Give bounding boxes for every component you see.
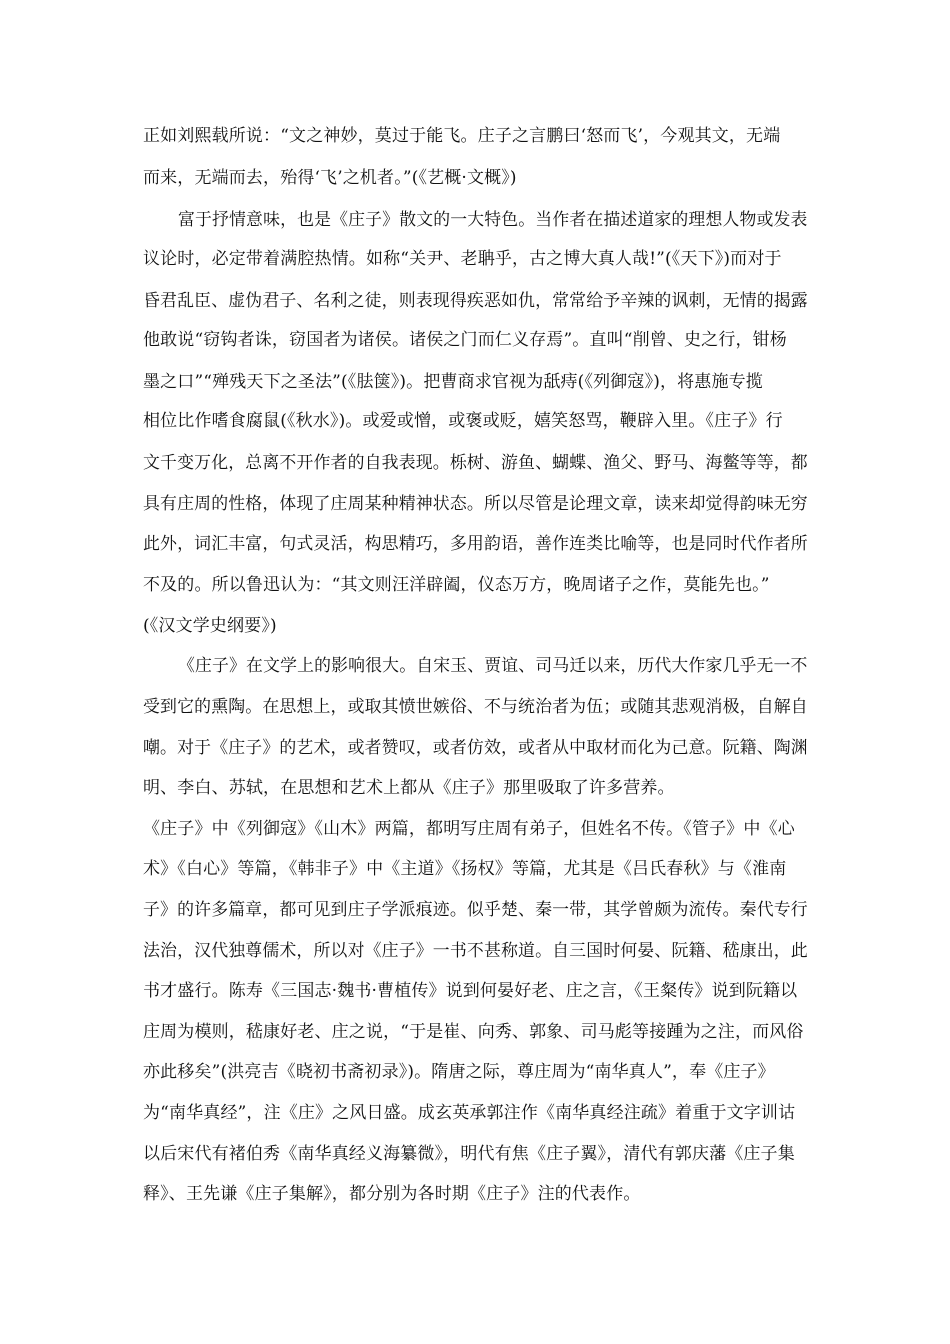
- text-line: 此外，词汇丰富，句式灵活，构思精巧，多用韵语，善作连类比喻等，也是同时代作者所: [143, 534, 808, 554]
- text-line: 庄周为模则，嵇康好老、庄之说，“于是崔、向秀、郭象、司马彪等接踵为之注，而风俗: [143, 1022, 804, 1042]
- text-line: 明、李白、苏轼，在思想和艺术上都从《庄子》那里吸取了许多营养。: [143, 778, 675, 798]
- text-line: 释》、王先谦《庄子集解》，都分别为各时期《庄子》注的代表作。: [143, 1184, 641, 1204]
- text-line: 昏君乱臣、虚伪君子、名利之徒，则表现得疾恶如仇，常常给予辛辣的讽刺，无情的揭露: [143, 291, 808, 311]
- text-line: (《汉文学史纲要》): [143, 616, 277, 636]
- text-line: 不及的。所以鲁迅认为：“其文则汪洋辟阖，仪态万方，晚周诸子之作，莫能先也。”: [143, 575, 770, 595]
- text-line: 而来，无端而去，殆得‘飞’之机者。”(《艺概·文概》): [143, 168, 517, 188]
- text-line: 以后宋代有褚伯秀《南华真经义海纂微》，明代有焦《庄子翼》，清代有郭庆藩《庄子集: [143, 1144, 795, 1164]
- text-line: 富于抒情意味，也是《庄子》散文的一大特色。当作者在描述道家的理想人物或发表: [178, 210, 808, 230]
- text-line: 子》的许多篇章，都可见到庄子学派痕迹。似乎楚、秦一带，其学曾颇为流传。秦代专行: [143, 900, 808, 920]
- text-line: 他敢说“窃钩者诛，窃国者为诸侯。诸侯之门而仁义存焉”。直叫“削曾、史之行，钳杨: [143, 330, 787, 350]
- text-line: 法治，汉代独尊儒术，所以对《庄子》一书不甚称道。自三国时何晏、阮籍、嵇康出，此: [143, 941, 808, 961]
- text-line: 亦此移矣”(洪亮吉《晓初书斋初录》)。隋唐之际，尊庄周为“南华真人”，奉《庄子》: [143, 1062, 775, 1082]
- text-line: 《庄子》在文学上的影响很大。自宋玉、贾谊、司马迁以来，历代大作家几乎无一不: [178, 656, 808, 676]
- text-line: 术》《白心》等篇，《韩非子》中《主道》《扬权》等篇，尤其是《吕氏春秋》与《淮南: [143, 859, 787, 879]
- text-line: 具有庄周的性格，体现了庄周某种精神状态。所以尽管是论理文章，读来却觉得韵味无穷: [143, 494, 808, 514]
- text-line: 墨之口”“殚残天下之圣法”(《胠箧》)。把曹商求官视为舐痔(《列御寇》)，将惠施专揽: [143, 372, 763, 392]
- text-line: 相位比作嗜食腐鼠(《秋水》)。或爱或憎，或褒或贬，嬉笑怒骂，鞭辟入里。《庄子》行: [143, 411, 783, 431]
- text-line: 嘲。对于《庄子》的艺术，或者赞叹，或者仿效，或者从中取材而化为己意。阮籍、陶渊: [143, 738, 808, 758]
- text-line: 《庄子》中《列御寇》《山木》两篇，都明写庄周有弟子，但姓名不传。《管子》中《心: [143, 819, 795, 839]
- text-line: 书才盛行。陈寿《三国志·魏书·曹植传》说到何晏好老、庄之言，《王粲传》说到阮籍以: [143, 981, 798, 1001]
- text-line: 文千变万化，总离不开作者的自我表现。栎树、游鱼、蝴蝶、渔父、野马、海鳖等等，都: [143, 453, 808, 473]
- text-line: 正如刘熙载所说：“文之神妙，莫过于能飞。庄子之言鹏曰‘怒而飞’，今观其文，无端: [143, 126, 781, 146]
- text-line: 受到它的熏陶。在思想上，或取其愤世嫉俗、不与统治者为伍；或随其悲观消极，自解自: [143, 697, 808, 717]
- text-line: 议论时，必定带着满腔热情。如称“关尹、老聃乎，古之博大真人哉!”(《天下》)而对于: [143, 249, 782, 269]
- text-line: 为“南华真经”，注《庄》之风日盛。成玄英承郭注作《南华真经注疏》着重于文字训诂: [143, 1103, 796, 1123]
